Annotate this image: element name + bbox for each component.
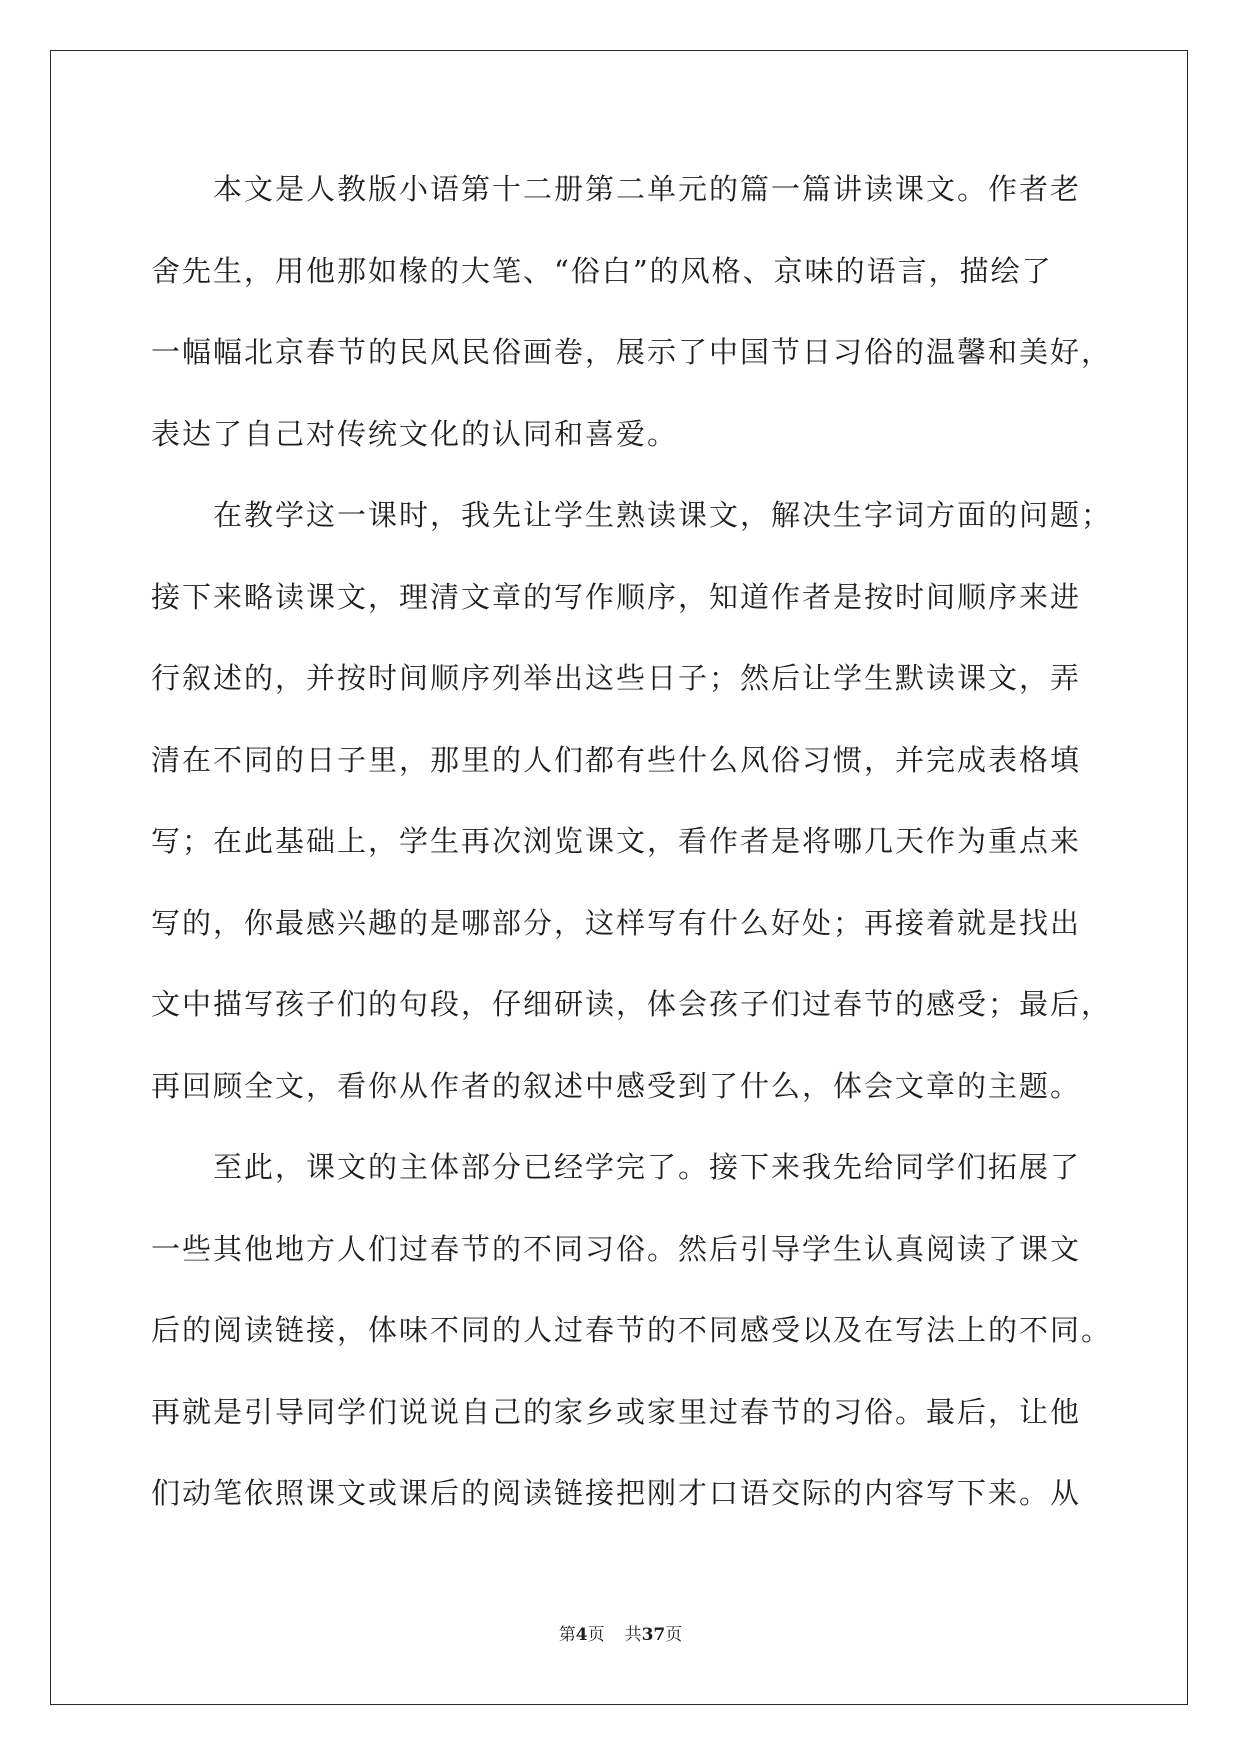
body-text (151, 149, 1141, 1535)
text-line: 再回顾全文，看你从作者的叙述中感受到了什么，体会文章的主题。 (151, 1068, 1082, 1103)
text-line: 舍先生，用他那如椽的大笔、“俗白”的风格、京味的语言，描绘了 (151, 253, 1053, 288)
text-line: 们动笔依照课文或课后的阅读链接把刚才口语交际的内容写下来。从 (151, 1476, 1082, 1510)
paragraph-1 (151, 149, 1141, 475)
text-line: 在教学这一课时，我先让学生熟读课文，解决生字词方面的问题； (213, 498, 1113, 532)
text-line: 表达了自己对传统文化的认同和喜爱。 (151, 416, 679, 451)
text-line: 行叙述的，并按时间顺序列举出这些日子；然后让学生默读课文，弄 (151, 661, 1082, 695)
total-pages-number: 37 (641, 1625, 666, 1645)
page-number-footer (0, 1623, 1241, 1647)
text-line: 至此，课文的主体部分已经学完了。接下来我先给同学们拓展了 (213, 1150, 1082, 1184)
text-line: 一幅幅北京春节的民风民俗画卷，展示了中国节日习俗的温馨和美好， (151, 335, 1113, 369)
page-prefix: 第 (558, 1625, 576, 1645)
text-line: 写的，你最感兴趣的是哪部分，这样写有什么好处；再接着就是找出 (151, 905, 1082, 940)
text-line: 再就是引导同学们说说自己的家乡或家里过春节的习俗。最后，让他 (151, 1394, 1082, 1429)
paragraph-3 (151, 1127, 1141, 1535)
text-line: 一些其他地方人们过春节的不同习俗。然后引导学生认真阅读了课文 (151, 1231, 1082, 1266)
text-line: 文中描写孩子们的句段，仔细研读，体会孩子们过春节的感受；最后， (151, 987, 1113, 1021)
total-suffix: 页 (665, 1625, 683, 1645)
total-prefix: 共 (624, 1625, 642, 1645)
text-line: 接下来略读课文，理清文章的写作顺序，知道作者是按时间顺序来进 (151, 579, 1082, 614)
text-line: 后的阅读链接，体味不同的人过春节的不同感受以及在写法上的不同。 (151, 1313, 1113, 1347)
text-line: 写；在此基础上，学生再次浏览课文，看作者是将哪几天作为重点来 (151, 824, 1082, 858)
text-line: 清在不同的日子里，那里的人们都有些什么风俗习惯，并完成表格填 (151, 742, 1082, 777)
current-page-number: 4 (575, 1625, 588, 1645)
text-line: 本文是人教版小语第十二册第二单元的篇一篇讲读课文。作者老 (213, 172, 1082, 206)
paragraph-2 (151, 475, 1141, 1127)
page-suffix: 页 (587, 1625, 605, 1645)
